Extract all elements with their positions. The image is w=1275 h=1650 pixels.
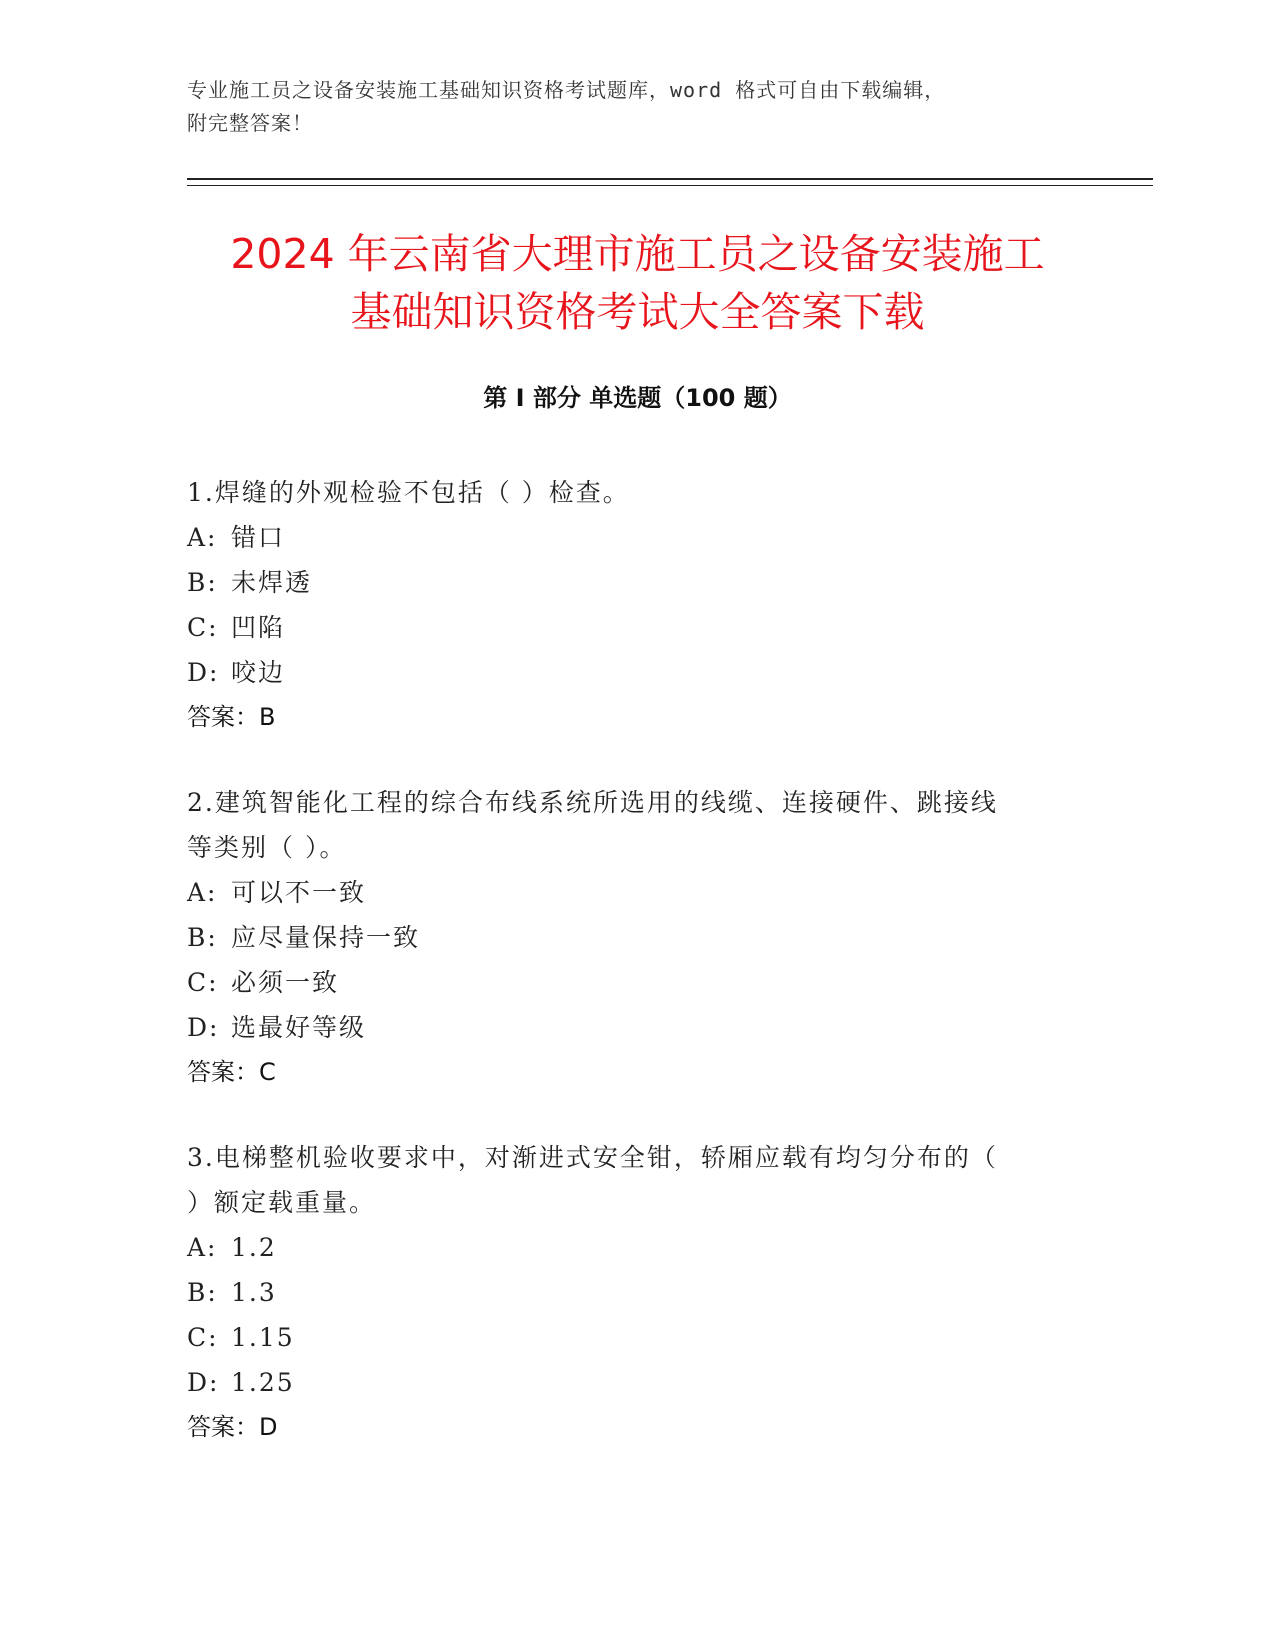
option-a xyxy=(187,1225,1087,1270)
section-heading: 第 I 部分 单选题（100 题） xyxy=(483,384,792,412)
option-text: 必须一致 xyxy=(231,968,340,997)
option-letter: B: xyxy=(187,923,218,952)
answer-line: 答案：B xyxy=(187,703,276,731)
option-c xyxy=(187,1315,1087,1360)
option-a xyxy=(187,515,1087,560)
header-divider-thin xyxy=(187,185,1153,186)
option-letter: D: xyxy=(187,658,220,687)
option-c xyxy=(187,960,1087,1005)
document-title-line: 2024 年云南省大理市施工员之设备安装施工 xyxy=(230,230,1045,278)
option-letter: C: xyxy=(187,1323,219,1352)
option-text: 1.25 xyxy=(231,1368,295,1397)
option-text: 错口 xyxy=(231,523,286,552)
header-note-line: 专业施工员之设备安装施工基础知识资格考试题库，word 格式可自由下载编辑， xyxy=(187,78,946,102)
option-b xyxy=(187,560,1087,605)
option-text: 1.2 xyxy=(231,1233,277,1262)
header-note xyxy=(187,74,1067,140)
document-title-line: 基础知识资格考试大全答案下载 xyxy=(350,288,925,336)
option-letter: D: xyxy=(187,1013,220,1042)
answer-line: 答案：D xyxy=(187,1413,278,1441)
option-d xyxy=(187,1360,1087,1405)
option-d xyxy=(187,650,1087,695)
option-letter: A: xyxy=(187,1233,218,1262)
option-d xyxy=(187,1005,1087,1050)
header-note-line: 附完整答案！ xyxy=(187,111,313,135)
question-stem: 2.建筑智能化工程的综合布线系统所选用的线缆、连接硬件、跳接线 xyxy=(187,788,998,817)
option-letter: B: xyxy=(187,568,218,597)
question-item xyxy=(187,780,1087,1095)
option-text: 可以不一致 xyxy=(231,878,367,907)
answer-line: 答案：C xyxy=(187,1058,276,1086)
question-list xyxy=(187,470,1087,1490)
option-letter: D: xyxy=(187,1368,220,1397)
option-b xyxy=(187,915,1087,960)
option-text: 1.3 xyxy=(231,1278,277,1307)
document-title xyxy=(150,225,1125,341)
option-letter: C: xyxy=(187,968,219,997)
question-stem: 3.电梯整机验收要求中，对渐进式安全钳，轿厢应载有均匀分布的（ xyxy=(187,1143,998,1172)
option-letter: B: xyxy=(187,1278,218,1307)
question-stem-continued: 等类别（ ）。 xyxy=(187,833,347,862)
option-text: 1.15 xyxy=(231,1323,295,1352)
question-stem-continued: ）额定载重量。 xyxy=(187,1188,377,1217)
option-text: 咬边 xyxy=(231,658,286,687)
option-letter: A: xyxy=(187,523,218,552)
option-text: 未焊透 xyxy=(231,568,313,597)
question-item xyxy=(187,470,1087,740)
option-text: 应尽量保持一致 xyxy=(231,923,421,952)
option-letter: A: xyxy=(187,878,218,907)
option-b xyxy=(187,1270,1087,1315)
question-item xyxy=(187,1135,1087,1450)
option-letter: C: xyxy=(187,613,219,642)
option-a xyxy=(187,870,1087,915)
option-text: 凹陷 xyxy=(231,613,286,642)
option-text: 选最好等级 xyxy=(231,1013,367,1042)
header-divider-thick xyxy=(187,178,1153,180)
question-stem: 1.焊缝的外观检验不包括（ ）检查。 xyxy=(187,478,630,507)
option-c xyxy=(187,605,1087,650)
